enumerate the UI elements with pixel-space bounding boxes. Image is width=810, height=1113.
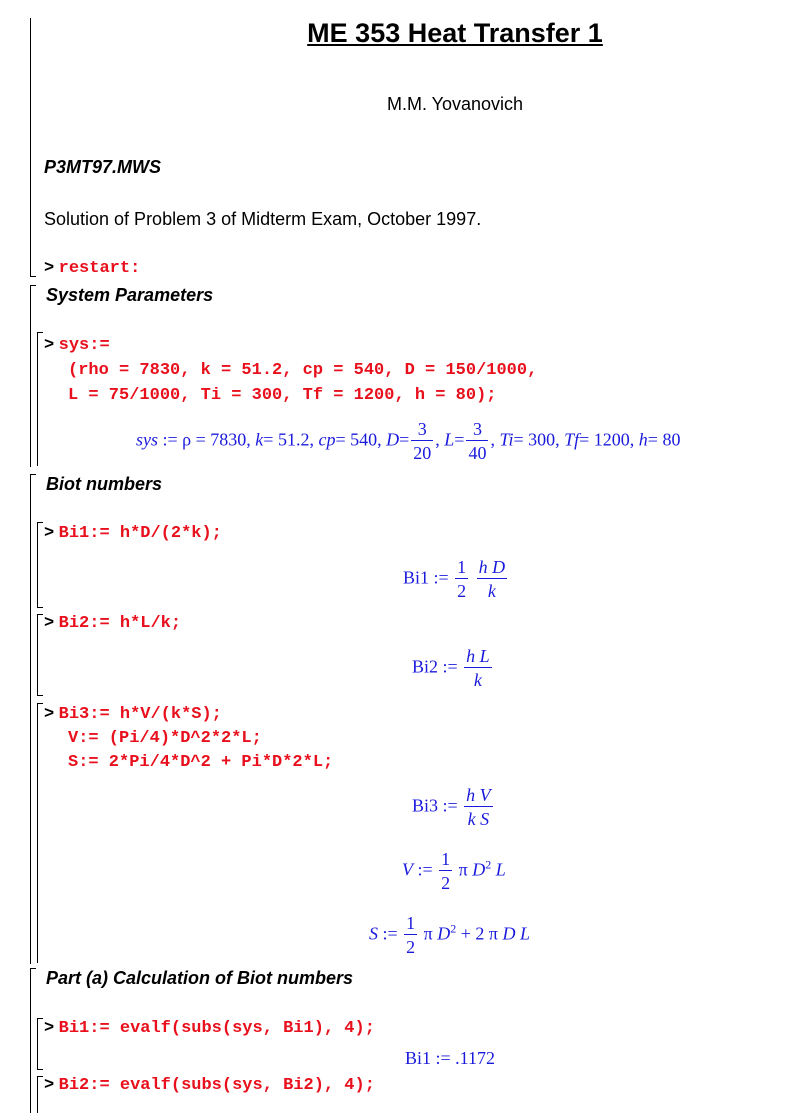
bracket-biot-numbers (30, 474, 31, 964)
fraction-D: $\frac{3}{20}$ (413, 419, 432, 463)
fraction-L: $\frac{3}{40}$ (468, 419, 487, 463)
bracket-header (30, 18, 31, 276)
prompt-symbol: > (44, 1076, 55, 1095)
assign-op: := (162, 429, 178, 450)
sys-D: D (386, 429, 400, 450)
fraction-bi1: $\frac{\text{h D}}{k}$ (478, 557, 506, 601)
command-line-bi3[interactable] (44, 705, 222, 724)
bracket-bi2-exec-start (37, 614, 43, 615)
command-line-eval-bi2[interactable] (44, 1076, 375, 1095)
prompt-symbol: > (44, 614, 55, 633)
sys-cp: cp (318, 429, 336, 450)
prompt-symbol: > (44, 524, 55, 543)
sys-L: L (444, 429, 455, 450)
sys-rho: ρ = 7830, (182, 429, 251, 450)
bracket-header-end (30, 276, 36, 277)
section-part-a: Part (a) Calculation of Biot numbers (46, 968, 354, 988)
prompt-symbol: > (44, 1019, 55, 1038)
output-bi2: Bi2 := $\frac{\text{h L}}{k}$ (412, 646, 490, 690)
prompt-symbol: > (44, 705, 55, 724)
command-line-bi2[interactable] (44, 614, 181, 633)
fraction-half: $\frac{1}{2}$ (406, 913, 416, 957)
command-line-sys[interactable] (44, 336, 110, 355)
sys-Ti-val: = 300, (513, 429, 560, 450)
bracket-system-parameters (30, 285, 31, 467)
output-s: S := $\frac{1}{2}$ π $D^2 + 2$ π D L (369, 913, 531, 957)
output-bi3: Bi3 := $\frac{\text{h V}}{\text{k S}}$ (412, 785, 491, 829)
command-line-bi1[interactable] (44, 524, 222, 543)
fraction-bi2: $\frac{\text{h L}}{k}$ (466, 646, 490, 690)
command-line-restart[interactable] (44, 259, 140, 278)
fraction-half: $\frac{1}{2}$ (457, 557, 467, 601)
sys-cp-val: = 540, (335, 429, 382, 450)
worksheet-description: Solution of Problem 3 of Midterm Exam, October 1997. (44, 209, 482, 229)
bracket-bi2-exec (37, 614, 38, 696)
author-name: M.M. Yovanovich (386, 94, 524, 114)
bracket-eval-bi2-exec-start (37, 1076, 43, 1077)
bracket-bi1-exec-start (37, 522, 43, 523)
command-bi1[interactable]: Bi1:= h*D/(2*k); (58, 524, 222, 543)
command-sys-2[interactable]: (rho = 7830, k = 51.2, cp = 540, D = 150/1000, (68, 361, 538, 380)
bracket-part-a-start (30, 968, 36, 969)
bracket-bi3-exec-start (37, 703, 43, 704)
output-bi1: Bi1 := $\frac{1}{2}$ $\frac{\text{h D}}{k}$ (403, 557, 506, 601)
sys-k: k (255, 429, 264, 450)
bracket-eval-bi2-exec (37, 1076, 38, 1113)
sys-h-val: = 80 (647, 429, 681, 450)
sys-Ti: Ti (499, 429, 514, 450)
output-sys: sys := ρ = 7830, k= 51.2, cp= 540, D= $\frac{3}{20}$ , L= $\frac{3}{40}$ , Ti= 300, Tf= 1200, h= 80 (136, 419, 681, 463)
output-bi1-result: Bi1 := .1172 (405, 1048, 495, 1068)
command-sys-1[interactable]: sys:= (58, 336, 110, 355)
bracket-bi1-exec-end (37, 607, 43, 608)
command-eval-bi1[interactable]: Bi1:= evalf(subs(sys, Bi1), 4); (58, 1019, 375, 1038)
bracket-part-a (30, 968, 31, 1113)
bracket-sys-exec (37, 332, 38, 466)
prompt-symbol: > (44, 259, 55, 278)
bracket-sys-exec-start (37, 332, 43, 333)
section-biot-numbers: Biot numbers (46, 474, 163, 494)
output-v: V := $\frac{1}{2}$ π $D^2$ L (402, 849, 506, 893)
command-bi3-3[interactable]: S:= 2*Pi/4*D^2 + Pi*D*2*L; (68, 753, 334, 772)
command-bi2[interactable]: Bi2:= h*L/k; (58, 614, 182, 633)
eq: = (454, 429, 465, 450)
sys-k-val: = 51.2, (263, 429, 314, 450)
bracket-bi3-exec (37, 703, 38, 963)
eq: = (399, 429, 410, 450)
bracket-eval-bi1-exec (37, 1018, 38, 1070)
command-eval-bi2[interactable]: Bi2:= evalf(subs(sys, Bi2), 4); (58, 1076, 375, 1095)
command-restart[interactable]: restart: (58, 259, 141, 278)
command-bi3-2[interactable]: V:= (Pi/4)*D^2*2*L; (68, 729, 262, 748)
sys-lhs: sys (136, 429, 158, 450)
section-system-parameters: System Parameters (46, 285, 214, 305)
command-bi3-1[interactable]: Bi3:= h*V/(k*S); (58, 705, 222, 724)
worksheet-filename: P3MT97.MWS (44, 157, 162, 177)
command-sys-3[interactable]: L = 75/1000, Ti = 300, Tf = 1200, h = 80); (68, 386, 497, 405)
bracket-eval-bi1-exec-start (37, 1018, 43, 1019)
command-line-eval-bi1[interactable] (44, 1019, 375, 1038)
bracket-eval-bi1-exec-end (37, 1069, 43, 1070)
sys-Tf: Tf (564, 429, 580, 450)
bracket-bi1-exec (37, 522, 38, 608)
fraction-bi3: $\frac{\text{h V}}{\text{k S}}$ (466, 785, 491, 829)
prompt-symbol: > (44, 336, 55, 355)
sys-h: h (638, 429, 648, 450)
bracket-biot-numbers-start (30, 474, 36, 475)
fraction-half: $\frac{1}{2}$ (441, 849, 451, 893)
page-title: ME 353 Heat Transfer 1 (307, 18, 603, 48)
bracket-bi2-exec-end (37, 695, 43, 696)
sys-Tf-val: = 1200, (579, 429, 635, 450)
bracket-system-parameters-start (30, 285, 36, 286)
